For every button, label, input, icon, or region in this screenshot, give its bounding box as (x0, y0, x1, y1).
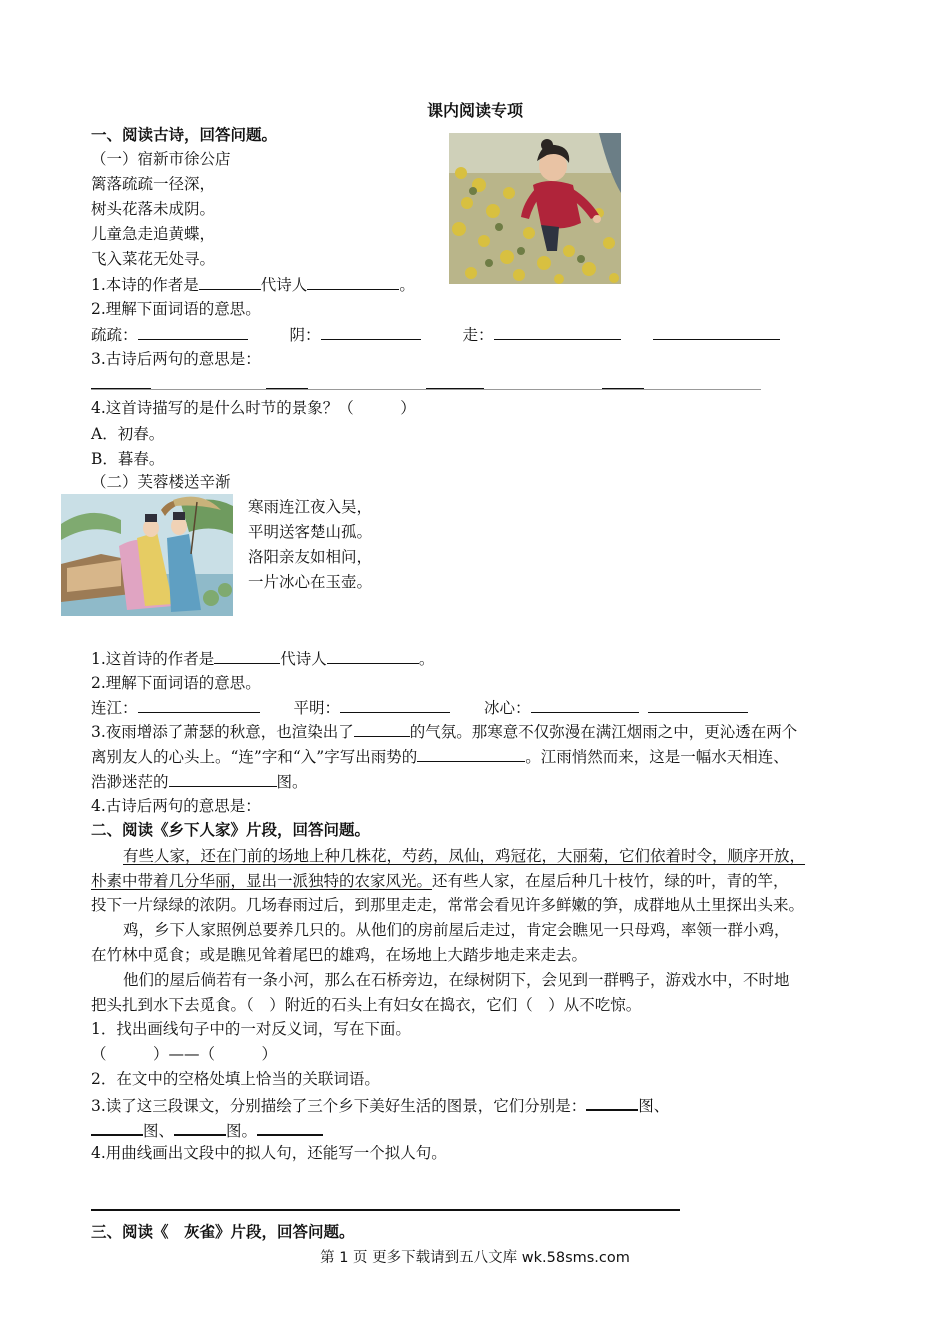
passage-line: 在竹林中觅食；或是瞧见耸着尾巴的雄鸡，在场地上大踏步地走来走去。 (91, 946, 588, 964)
word-label: 疏疏： (91, 326, 138, 344)
question-text: 图、 (143, 1122, 175, 1140)
question-text: 。 (399, 276, 415, 294)
answer-blank[interactable] (138, 323, 248, 340)
word-meaning-row-2 (91, 696, 748, 719)
girl-chasing-butterfly-illustration (449, 133, 621, 284)
question-1-1 (91, 273, 415, 296)
question-s2-2: 2．在文中的空格处填上恰当的关联词语。 (91, 1070, 380, 1088)
question-1-2: 2.理解下面词语的意思。 (91, 300, 261, 318)
answer-blank[interactable] (354, 720, 410, 737)
word-meaning-row (91, 323, 780, 346)
question-text: 代诗人 (280, 650, 327, 668)
answer-blank[interactable] (91, 1118, 143, 1136)
answer-blank[interactable] (327, 647, 419, 664)
poem-2-line: 寒雨连江夜入吴， (248, 498, 373, 516)
answer-blank[interactable] (648, 696, 748, 713)
poem-1-line: 篱落疏疏一径深， (91, 175, 216, 193)
poem-2-line: 平明送客楚山孤。 (248, 523, 373, 541)
poem-1-line: 飞入菜花无处寻。 (91, 250, 216, 268)
question-text: 。江雨悄然而来，这是一幅水天相连、 (525, 748, 789, 766)
question-2-4: 4.古诗后两句的意思是： (91, 797, 261, 815)
poem-2-line: 一片冰心在玉壶。 (248, 573, 373, 591)
passage-line: 他们的屋后倘若有一条小河，那么在石桥旁边，在绿树阴下，会见到一群鸭子，游戏水中，不时地 (123, 971, 790, 989)
answer-blank[interactable] (174, 1118, 226, 1136)
answer-blank[interactable] (340, 696, 450, 713)
question-text: 1.本诗的作者是 (91, 276, 199, 294)
word-label: 连江： (91, 699, 138, 717)
question-s2-3-line-2 (91, 1118, 323, 1142)
passage-line: 把头扎到水下去觅食。（ ）附近的石头上有妇女在捣衣，它们（ ）从不吃惊。 (91, 996, 642, 1014)
poem-2-title: （二）芙蓉楼送辛渐 (91, 473, 231, 491)
answer-blank[interactable] (586, 1093, 638, 1111)
answer-line[interactable] (91, 389, 761, 390)
page-footer: 第 1 页 更多下载请到五八文库 wk.58sms.com (320, 1250, 630, 1266)
question-1-4: 4.这首诗描写的是什么时节的景象？（ ） (91, 399, 416, 417)
question-text: 的气氛。那寒意不仅弥漫在满江烟雨之中，更沁透在两个 (409, 723, 798, 741)
word-label: 阴： (289, 326, 321, 344)
question-s2-3-line-1 (91, 1093, 669, 1117)
antonym-answer-blank[interactable]: （ ）——（ ） (91, 1045, 278, 1063)
option-b[interactable]: B．暮春。 (91, 450, 165, 468)
question-text: 1.这首诗的作者是 (91, 650, 215, 668)
page-title: 课内阅读专项 (426, 101, 523, 120)
answer-blank[interactable] (307, 273, 399, 290)
question-s2-1: 1．找出画线句子中的一对反义词，写在下面。 (91, 1020, 411, 1038)
section-1-heading: 一、阅读古诗，回答问题。 (91, 126, 278, 144)
answer-blank[interactable] (321, 323, 421, 340)
question-1-3: 3.古诗后两句的意思是： (91, 350, 261, 368)
poem-2-line: 洛阳亲友如相问， (248, 548, 373, 566)
question-2-2: 2.理解下面词语的意思。 (91, 674, 261, 692)
poem-1-line: 儿童急走追黄蝶， (91, 225, 216, 243)
passage-line (91, 870, 789, 892)
answer-blank[interactable] (417, 745, 525, 762)
question-2-3-line-1 (91, 720, 797, 743)
poem-1-line: 树头花落未成阴。 (91, 200, 216, 218)
passage-line: 鸡，乡下人家照例总要养几只的。从他们的房前屋后走过，肯定会瞧见一只母鸡，率领一群小鸡， (123, 921, 790, 939)
answer-line-segment (91, 388, 151, 389)
passage-line (123, 845, 805, 867)
section-2-heading: 二、阅读《乡下人家》片段，回答问题。 (91, 821, 371, 839)
answer-blank[interactable] (653, 323, 780, 340)
underlined-sentence: 朴素中带着几分华丽，显出一派独特的农家风光。 (91, 872, 433, 890)
passage-line: 投下一片绿绿的浓阴。几场春雨过后，到那里走走，常常会看见许多鲜嫩的笋，成群地从土里探出头来。 (91, 896, 805, 914)
question-2-3-line-2 (91, 745, 789, 768)
question-2-3-line-3 (91, 770, 308, 793)
answer-blank[interactable] (199, 273, 261, 290)
question-2-1 (91, 647, 434, 670)
question-text: 图。 (226, 1122, 258, 1140)
option-a[interactable]: A．初春。 (91, 425, 165, 443)
question-text: 代诗人 (260, 276, 308, 294)
answer-line-segment (602, 388, 644, 389)
underlined-sentence: 有些人家，还在门前的场地上种几株花，芍药，凤仙，鸡冠花，大丽菊，它们依着时令，顺序开放， (123, 847, 806, 865)
question-text: 离别友人的心头上。“连”字和“入”字写出雨势的 (91, 748, 418, 766)
answer-blank[interactable] (531, 696, 639, 713)
answer-blank[interactable] (138, 696, 260, 713)
poem-1-title: （一）宿新市徐公店 (91, 150, 231, 168)
question-text: 图、 (638, 1097, 670, 1115)
word-label: 走： (462, 326, 494, 344)
section-3-heading: 三、阅读《 灰雀》片段，回答问题。 (91, 1223, 355, 1241)
question-text: 图。 (276, 773, 308, 791)
answer-line[interactable] (91, 1209, 680, 1211)
answer-line-segment (426, 388, 484, 389)
passage-text: 还有些人家，在屋后种几十枝竹，绿的叶，青的竿， (432, 872, 789, 890)
answer-blank[interactable] (494, 323, 621, 340)
answer-blank[interactable] (169, 770, 277, 787)
question-text: 浩渺迷茫的 (91, 773, 169, 791)
word-label: 平明： (293, 699, 341, 717)
question-s2-4: 4.用曲线画出文段中的拟人句，还能写一个拟人句。 (91, 1144, 447, 1162)
answer-blank[interactable] (257, 1118, 323, 1136)
answer-blank[interactable] (214, 647, 280, 664)
question-text: 3.读了这三段课文，分别描绘了三个乡下美好生活的图景，它们分别是： (91, 1097, 587, 1115)
question-text: 3.夜雨增添了萧瑟的秋意，也渲染出了 (91, 723, 354, 741)
answer-line-segment (266, 388, 308, 389)
word-label: 冰心： (484, 699, 531, 717)
question-text: 。 (418, 650, 435, 668)
farewell-scene-illustration (61, 494, 233, 616)
